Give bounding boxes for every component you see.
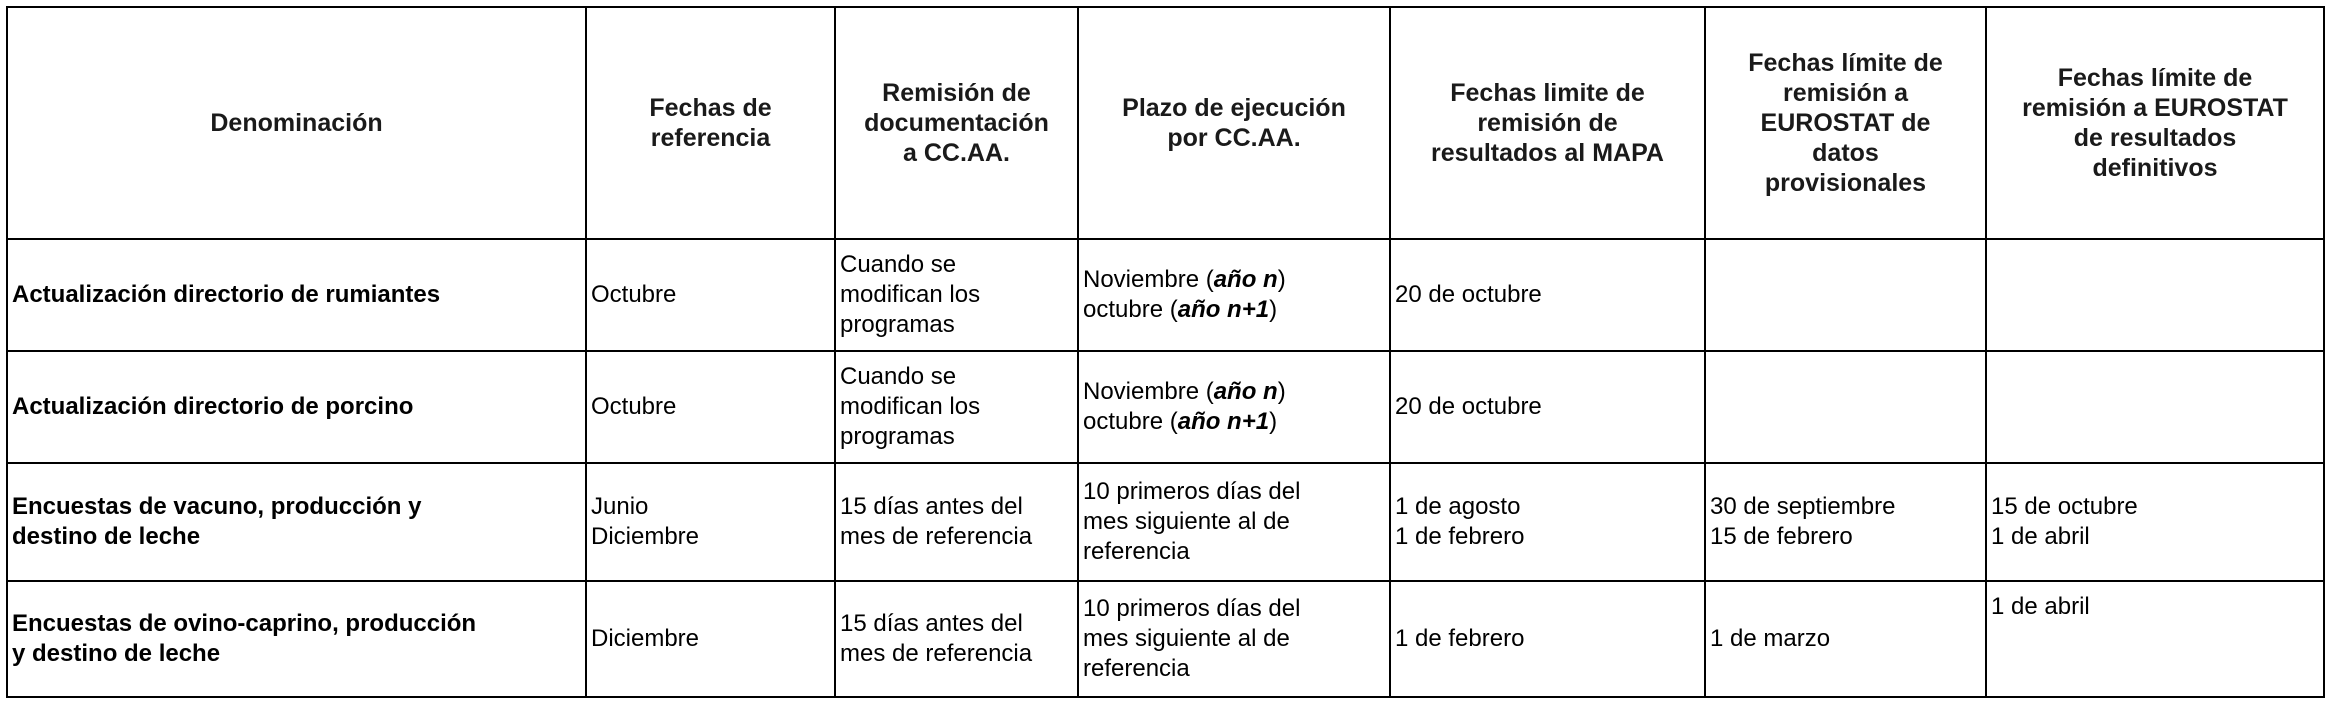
cell-line <box>1083 377 1385 407</box>
header-line: definitivos <box>2092 154 2218 182</box>
header-line: datos <box>1812 139 1879 167</box>
header-line: de resultados <box>2073 124 2237 152</box>
cell-eurostat-provisionales <box>1705 239 1986 351</box>
cell-line: 1 de agosto <box>1395 493 1521 520</box>
cell-line: 15 de febrero <box>1710 523 1853 550</box>
header-line: Fechas limite de <box>1450 79 1645 107</box>
cell-denominacion: Actualización directorio de porcino <box>7 351 586 463</box>
cell-line: 15 de octubre <box>1991 493 2138 520</box>
header-line: resultados al MAPA <box>1431 139 1664 167</box>
cell-line: Encuestas de ovino-caprino, producción <box>12 610 477 637</box>
header-line: remisión de <box>1477 109 1618 137</box>
cell-eurostat-provisionales: 1 de marzo <box>1705 581 1986 697</box>
cell-mapa <box>1390 463 1705 581</box>
cell-eurostat-provisionales <box>1705 463 1986 581</box>
cell-line <box>1083 265 1385 295</box>
header-limite-mapa <box>1390 7 1705 239</box>
cell-eurostat-definitivos: 1 de abril <box>1986 581 2324 697</box>
header-line: provisionales <box>1764 169 1927 197</box>
cell-plazo <box>1078 239 1390 351</box>
text-emphasis: año n <box>1213 378 1278 405</box>
cell-remision <box>835 239 1078 351</box>
text-fragment: Noviembre ( <box>1083 266 1214 293</box>
cell-fechas-referencia: Octubre <box>586 351 835 463</box>
cell-line: Encuestas de vacuno, producción y <box>12 493 422 520</box>
cell-line: Cuando se <box>840 363 957 390</box>
text-fragment: ) <box>1269 408 1278 435</box>
header-line: documentación <box>864 109 1049 137</box>
cell-remision <box>835 351 1078 463</box>
header-remision-documentacion <box>835 7 1078 239</box>
cell-fechas-referencia: Diciembre <box>586 581 835 697</box>
cell-plazo <box>1078 463 1390 581</box>
text-fragment: octubre ( <box>1083 296 1178 323</box>
cell-eurostat-definitivos <box>1986 463 2324 581</box>
header-line: Fechas de <box>649 94 772 122</box>
header-line: remisión a EUROSTAT <box>2022 94 2288 122</box>
cell-denominacion <box>7 463 586 581</box>
cell-fechas-referencia: Octubre <box>586 239 835 351</box>
header-line: a CC.AA. <box>903 139 1010 167</box>
cell-line: 10 primeros días del <box>1083 478 1301 505</box>
text-fragment: Noviembre ( <box>1083 378 1214 405</box>
cell-line: 15 días antes del <box>840 610 1023 637</box>
cell-line: 1 de abril <box>1991 523 2090 550</box>
cell-remision <box>835 581 1078 697</box>
cell-mapa: 20 de octubre <box>1390 239 1705 351</box>
header-denominacion <box>7 7 586 239</box>
cell-line <box>1083 407 1385 437</box>
cell-plazo <box>1078 351 1390 463</box>
table-row <box>7 463 2324 581</box>
cell-line: 15 días antes del <box>840 493 1023 520</box>
table-row <box>7 351 2324 463</box>
cell-mapa: 1 de febrero <box>1390 581 1705 697</box>
header-plazo-ejecucion <box>1078 7 1390 239</box>
cell-denominacion <box>7 581 586 697</box>
table-row <box>7 581 2324 697</box>
cell-line: destino de leche <box>12 523 201 550</box>
text-emphasis: año n+1 <box>1177 296 1270 323</box>
cell-fechas-referencia <box>586 463 835 581</box>
cell-plazo <box>1078 581 1390 697</box>
cell-eurostat-definitivos <box>1986 351 2324 463</box>
cell-eurostat-provisionales <box>1705 351 1986 463</box>
cell-line: Diciembre <box>591 523 700 550</box>
header-line: por CC.AA. <box>1167 124 1301 152</box>
cell-line: modifican los <box>840 281 981 308</box>
cell-eurostat-definitivos <box>1986 239 2324 351</box>
cell-line: y destino de leche <box>12 640 221 667</box>
table-row <box>7 239 2324 351</box>
header-line: referencia <box>650 124 771 152</box>
cell-line: programas <box>840 311 955 338</box>
cell-denominacion: Actualización directorio de rumiantes <box>7 239 586 351</box>
cell-line: mes siguiente al de <box>1083 625 1290 652</box>
header-line: Fechas límite de <box>2057 64 2253 92</box>
cell-line: programas <box>840 423 955 450</box>
header-eurostat-provisionales <box>1705 7 1986 239</box>
header-line: EUROSTAT de <box>1760 109 1931 137</box>
text-fragment: ) <box>1269 296 1278 323</box>
cell-line: Junio <box>591 493 649 520</box>
header-fechas-referencia <box>586 7 835 239</box>
header-line: Plazo de ejecución <box>1122 94 1346 122</box>
text-fragment: octubre ( <box>1083 408 1178 435</box>
header-line: Fechas límite de <box>1748 49 1943 77</box>
header-line: Remisión de <box>882 79 1031 107</box>
cell-line: mes siguiente al de <box>1083 508 1290 535</box>
text-fragment: ) <box>1277 378 1286 405</box>
cell-remision <box>835 463 1078 581</box>
cell-mapa: 20 de octubre <box>1390 351 1705 463</box>
text-fragment: ) <box>1277 266 1286 293</box>
cell-line: mes de referencia <box>840 640 1033 667</box>
header-eurostat-definitivos <box>1986 7 2324 239</box>
cell-line: 30 de septiembre <box>1710 493 1896 520</box>
text-emphasis: año n <box>1213 266 1278 293</box>
cell-line: Cuando se <box>840 251 957 278</box>
schedule-table <box>6 6 2325 698</box>
header-row <box>7 7 2324 239</box>
cell-line: 1 de febrero <box>1395 523 1525 550</box>
cell-line: modifican los <box>840 393 981 420</box>
header-text: Denominación <box>210 109 383 137</box>
header-line: remisión a <box>1782 79 1909 107</box>
cell-line: 10 primeros días del <box>1083 595 1301 622</box>
text-emphasis: año n+1 <box>1177 408 1270 435</box>
cell-line: referencia <box>1083 655 1190 682</box>
cell-line: mes de referencia <box>840 523 1033 550</box>
cell-line: referencia <box>1083 538 1190 565</box>
cell-line <box>1083 295 1385 325</box>
